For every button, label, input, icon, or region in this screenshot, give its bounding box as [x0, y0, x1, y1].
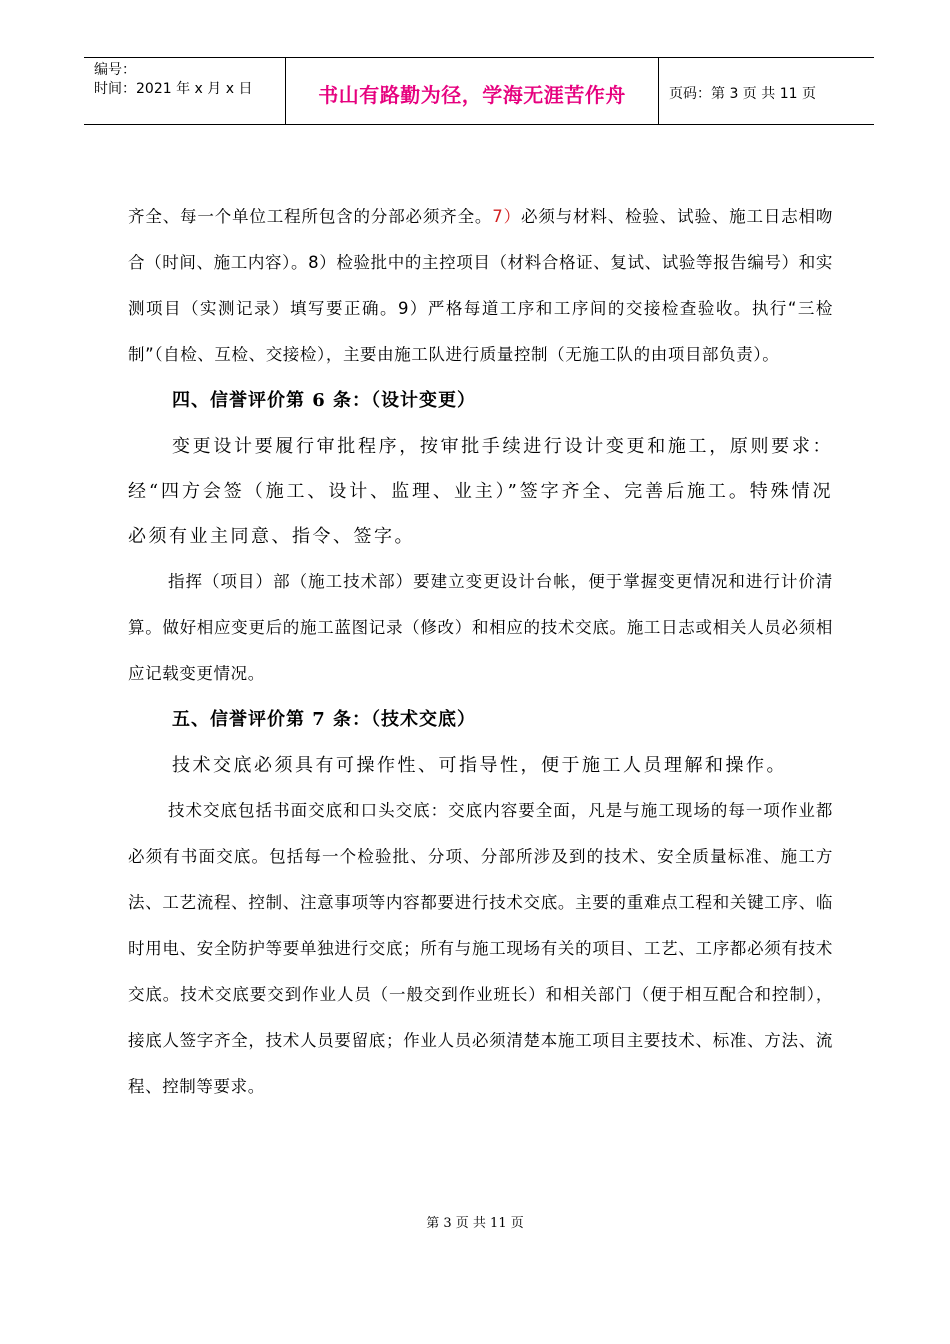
header-motto-cell — [285, 58, 659, 124]
doc-number-label: 编号： — [94, 62, 136, 78]
header-meta — [84, 58, 285, 124]
paragraph-design-change-ledger: 指挥（项目）部（施工技术部）要建立变更设计台帐，便于掌握变更情况和进行计价清算。做好相应变更后的施工蓝图记录（修改）和相应的技术交底。施工日志或相关人员必须相应记载变更情况。 — [128, 572, 833, 683]
page-header — [84, 57, 874, 125]
paragraph-inspection — [128, 194, 833, 378]
header-motto: 书山有路勤为径，学海无涯苦作舟 — [318, 82, 626, 107]
header-page-info: 页码：第 3 页 共 11 页 — [669, 86, 816, 102]
paragraph-design-change-rule: 变更设计要履行审批程序，按审批手续进行设计变更和施工，原则要求：经“四方会签（施工、设计、监理、业主）”签字齐全、完善后施工。特殊情况必须有业主同意、指令、签字。 — [128, 436, 833, 547]
paragraph-inspection-text-b: 必须与材料、检验、试验、施工日志相吻合（时间、施工内容）。8）检验批中的主控项目（材料合格证、复试、试验等报告编号）和实测项目（实测记录）填写要正确。9）严格每道工序和工序间的交接检查验收。执行“三检制”（自检、互检、交接检），主要由施工队进行质量控制（无施工队的由项目部负责）。 — [128, 207, 833, 364]
doc-time-label: 时间：2021 年 x 月 x 日 — [94, 81, 253, 97]
section-heading-design-change: 四、信誉评价第 6 条：（设计变更） — [172, 390, 477, 411]
paragraph-inspection-text-a: 齐全、每一个单位工程所包含的分部必须齐全。 — [128, 207, 493, 226]
highlight-item-7: 7） — [492, 207, 521, 226]
header-page-cell — [659, 58, 874, 124]
paragraph-briefing-operability: 技术交底必须具有可操作性、可指导性，便于施工人员理解和操作。 — [172, 755, 787, 776]
page-footer: 第 3 页 共 11 页 — [426, 1216, 524, 1231]
document-body — [128, 194, 833, 1110]
paragraph-briefing-content: 技术交底包括书面交底和口头交底：交底内容要全面，凡是与施工现场的每一项作业都必须有书面交底。包括每一个检验批、分项、分部所涉及到的技术、安全质量标准、施工方法、工艺流程、控制、注意事项等内容都要进行技术交底。主要的重难点工程和关键工序、临时用电、安全防护等要单独进行交底；所有与施工现场有关的项目、工艺、工序都必须有技术交底。技术交底要交到作业人员（一般交到作业班长）和相关部门（便于相互配合和控制），接底人签字齐全，技术人员要留底；作业人员必须清楚本施工项目主要技术、标准、方法、流程、控制等要求。 — [128, 801, 833, 1096]
section-heading-technical-briefing: 五、信誉评价第 7 条：（技术交底） — [172, 709, 477, 730]
